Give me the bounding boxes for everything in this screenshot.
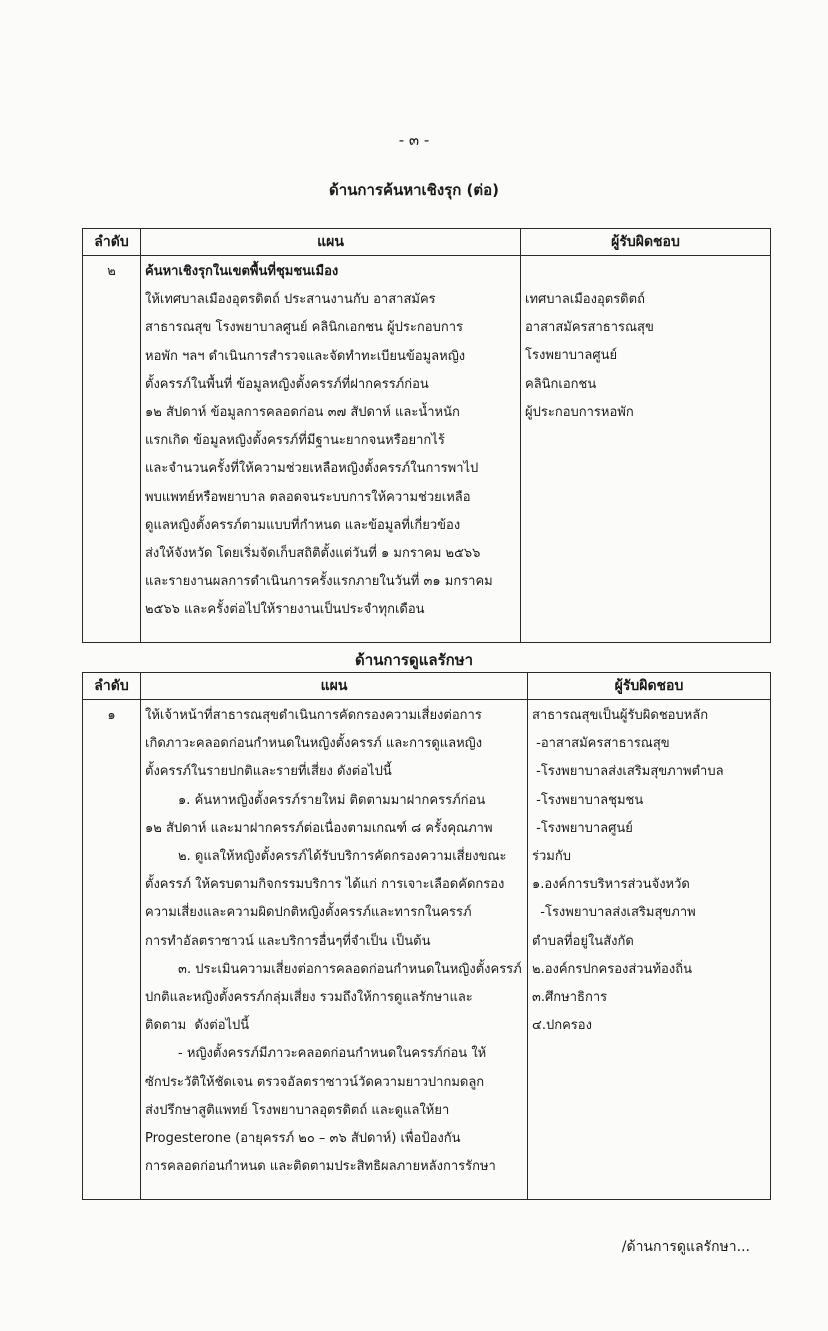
care-table: [82, 672, 771, 1200]
responsible-line: ๔.ปกครอง: [532, 1018, 592, 1034]
responsible-line: -โรงพยาบาลส่งเสริมสุขภาพ: [532, 905, 696, 921]
header-no: ลำดับ: [83, 229, 141, 256]
responsible-line: -โรงพยาบาลศูนย์: [532, 820, 633, 836]
plan-line: และจำนวนครั้งที่ให้ความช่วยเหลือหญิงตั้งครรภ์ในการพาไป: [145, 461, 479, 477]
table-header-row: [83, 673, 771, 700]
plan-line: พบแพทย์หรือพยาบาล ตลอดจนระบบการให้ความช่วยเหลือ: [145, 489, 471, 505]
plan-line: ตั้งครรภ์ ให้ครบตามกิจกรรมบริการ ได้แก่ การเจาะเลือดคัดกรอง: [145, 877, 505, 893]
row-number: ๒: [83, 256, 141, 643]
plan-cell: [141, 700, 528, 1200]
header-plan: แผน: [141, 229, 521, 256]
table-row: [83, 700, 771, 1200]
continuation-note: /ด้านการดูแลรักษา...: [621, 1239, 750, 1255]
responsible-list: [532, 702, 766, 1040]
plan-line: ๑๒ สัปดาห์ และมาฝากครรภ์ต่อเนื่องตามเกณฑ์ ๘ ครั้งคุณภาพ: [145, 820, 493, 836]
plan-line: การทำอัลตราซาวน์ และบริการอื่นๆที่จำเป็น เป็นต้น: [145, 933, 431, 949]
section-title-care: ด้านการดูแลรักษา: [354, 651, 474, 669]
responsible-line: -โรงพยาบาลส่งเสริมสุขภาพตำบล: [532, 764, 724, 780]
plan-line: ๑. ค้นหาหญิงตั้งครรภ์รายใหม่ ติดตามมาฝากครรภ์ก่อน: [145, 792, 486, 808]
plan-line: ดูแลหญิงตั้งครรภ์ตามแบบที่กำหนด และข้อมูลที่เกี่ยวข้อง: [145, 517, 461, 533]
plan-line: ติดตาม ดังต่อไปนี้: [145, 1018, 250, 1034]
responsible-line: -อาสาสมัครสาธารณสุข: [532, 736, 670, 752]
responsible-line: ร่วมกับ: [532, 849, 571, 865]
plan-line: ให้เจ้าหน้าที่สาธารณสุขดำเนินการคัดกรองความเสี่ยงต่อการ: [145, 708, 482, 723]
table-row: [83, 256, 771, 643]
plan-line: ตั้งครรภ์ในรายปกติและรายที่เสี่ยง ดังต่อไปนี้: [145, 764, 392, 780]
plan-line: ๒๕๖๖ และครั้งต่อไปให้รายงานเป็นประจำทุกเดือน: [145, 602, 425, 618]
responsible-line: ผู้ประกอบการหอพัก: [525, 404, 634, 420]
plan-line: และรายงานผลการดำเนินการครั้งแรกภายในวันที่ ๓๑ มกราคม: [145, 574, 493, 590]
plan-line: แรกเกิด ข้อมูลหญิงตั้งครรภ์ที่มีฐานะยากจนหรือยากไร้: [145, 433, 445, 449]
row-number: ๑: [83, 700, 141, 1200]
table-header-row: [83, 229, 771, 256]
plan-line: ปกติและหญิงตั้งครรภ์กลุ่มเสี่ยง รวมถึงให้การดูแลรักษาและ: [145, 990, 473, 1006]
plan-text: [145, 702, 523, 1181]
responsible-line: คลินิกเอกชน: [525, 376, 597, 392]
page-number: - ๓ -: [398, 131, 430, 149]
plan-line: Progesterone (อายุครรภ์ ๒๐ – ๓๖ สัปดาห์) เพื่อป้องกัน: [145, 1131, 461, 1147]
plan-line: เกิดภาวะคลอดก่อนกำหนดในหญิงตั้งครรภ์ และการดูแลหญิง: [145, 736, 483, 752]
plan-line: ซักประวัติให้ชัดเจน ตรวจอัลตราซาวน์วัดความยาวปากมดลูก: [145, 1074, 485, 1090]
responsible-line: -โรงพยาบาลชุมชน: [532, 792, 644, 808]
responsible-cell: [528, 700, 771, 1200]
section-title-proactive: ด้านการค้นหาเชิงรุก (ต่อ): [328, 181, 500, 199]
responsible-line: ๒.องค์กรปกครองส่วนท้องถิ่น: [532, 961, 692, 977]
responsible-line: ตำบลที่อยู่ในสังกัด: [532, 933, 634, 949]
plan-line: ๒. ดูแลให้หญิงตั้งครรภ์ได้รับบริการคัดกรองความเสี่ยงขณะ: [145, 849, 507, 865]
header-responsible: ผู้รับผิดชอบ: [528, 673, 771, 700]
plan-line: ส่งปรึกษาสูติแพทย์ โรงพยาบาลอุตรดิตถ์ และดูแลให้ยา: [145, 1102, 450, 1118]
header-plan: แผน: [141, 673, 528, 700]
responsible-line: ๓.ศึกษาธิการ: [532, 990, 608, 1006]
responsible-line: เทศบาลเมืองอุตรดิตถ์: [525, 292, 645, 307]
responsible-line: สาธารณสุขเป็นผู้รับผิดชอบหลัก: [532, 708, 709, 723]
plan-line: ให้เทศบาลเมืองอุตรดิตถ์ ประสานงานกับ อาสาสมัคร: [145, 292, 436, 308]
plan-line: หอพัก ฯลฯ ดำเนินการสำรวจและจัดทำทะเบียนข้อมูลหญิง: [145, 348, 466, 364]
plan-cell: [141, 256, 521, 643]
plan-line: ส่งให้จังหวัด โดยเริ่มจัดเก็บสถิติตั้งแต่วันที่ ๑ มกราคม ๒๕๖๖: [145, 546, 481, 562]
plan-text: [145, 286, 516, 624]
plan-line: ตั้งครรภ์ในพื้นที่ ข้อมูลหญิงตั้งครรภ์ที่ฝากครรภ์ก่อน: [145, 376, 429, 392]
responsible-line: อาสาสมัครสาธารณสุข: [525, 320, 654, 336]
plan-line: การคลอดก่อนกำหนด และติดตามประสิทธิผลภายหลังการรักษา: [145, 1159, 496, 1175]
responsible-list: [525, 286, 766, 427]
plan-line: สาธารณสุข โรงพยาบาลศูนย์ คลินิกเอกชน ผู้ประกอบการ: [145, 320, 463, 336]
responsible-line: ๑.องค์การบริหารส่วนจังหวัด: [532, 877, 690, 893]
plan-line: ความเสี่ยงและความผิดปกติหญิงตั้งครรภ์และทารกในครรภ์: [145, 905, 472, 921]
plan-line: ๓. ประเมินความเสี่ยงต่อการคลอดก่อนกำหนดในหญิงตั้งครรภ์: [145, 961, 522, 977]
responsible-cell: [521, 256, 771, 643]
plan-line: ๑๒ สัปดาห์ ข้อมูลการคลอดก่อน ๓๗ สัปดาห์ และน้ำหนัก: [145, 405, 460, 421]
header-responsible: ผู้รับผิดชอบ: [521, 229, 771, 256]
plan-heading: ค้นหาเชิงรุกในเขตพื้นที่ชุมชนเมือง: [145, 264, 339, 279]
proactive-search-table: [82, 228, 771, 643]
responsible-line: โรงพยาบาลศูนย์: [525, 348, 618, 364]
header-no: ลำดับ: [83, 673, 141, 700]
plan-line: - หญิงตั้งครรภ์มีภาวะคลอดก่อนกำหนดในครรภ์ก่อน ให้: [145, 1046, 487, 1062]
